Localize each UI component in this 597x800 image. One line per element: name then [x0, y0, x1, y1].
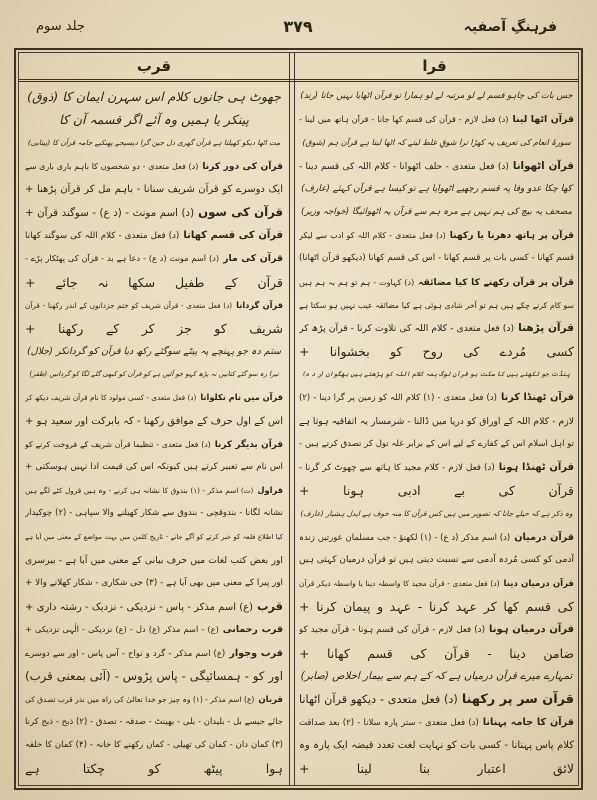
verse-line: [25, 363, 283, 386]
headword: قرآن گردانا: [236, 299, 283, 310]
entry-line: [25, 410, 283, 433]
verse-text: جس بات کی چاہو قسم لے لو مرتبہ لے لو ہمارا تو قرآن اٹھایا نہیں جاتا (رند): [300, 91, 573, 101]
headword: قرآن پر ہاتھ دھرنا یا رکھنا: [449, 231, 574, 242]
verse-text: تمہارے میرے قرآن درمیاں ہے کہ کے ہم سے بیمار اخلاص (صابر): [300, 669, 573, 682]
entry-line: [299, 386, 574, 409]
headword: قرب رحمانی: [222, 624, 283, 636]
entry-line: [25, 688, 283, 711]
entry-line: [25, 294, 283, 317]
definition-text: سو کام کرنے چکے ہیں ہم تو آخر شادی ہوئی ہے کیا مضائقہ عیب نہیں ہو سکتا ہے: [299, 300, 574, 310]
page-number: ۳۷۹: [283, 17, 313, 36]
entry-line: [299, 618, 574, 641]
definition-text: کی قسم کھا کر عہد کرنا - عہد و پیمان کرنا +: [299, 599, 574, 615]
entry-line: [25, 224, 283, 247]
entry-line: [299, 155, 574, 178]
definition-text: لازم - کلام اللہ کے اوراق کو دریا میں ڈالنا - شرمسار یہ اتفاقیہ ہوتا ہے: [299, 415, 574, 427]
definition-text: کیا اطلاع قلعہ کو خبر کرتے کو آگے جانے - تاریخ کلمن میں بہت مواضع کے معنی میں آیا ہے: [25, 532, 283, 541]
verse-text: مصحف یہ بیچ کی ہم نہیں ہے مرہ ہم سے قرآن یہ اٹھوائیگا (خواجہ وزیر): [300, 206, 573, 217]
verse-text: تیرا رہ سو گئے کتابیں نہ پڑھ کہو جو آئیں ہے کو قرآن کو کبھی گلے لگا کو گردانیں (ظفر): [29, 370, 279, 379]
definition-text: جائے جیسے بل - بلیدان - بلی - بھینٹ - صدقہ - تصدق - (۲) ذبح - ذبح کرنا: [25, 717, 283, 728]
verse-line: [299, 363, 574, 386]
headword: قرآن درمیان دینا: [503, 578, 574, 589]
entry-line: [299, 271, 574, 294]
definition-text: اس نام سے تعبیر کرتے ہیں کیونکہ اس کی قیمت ادا نہیں ہوسکتی +: [25, 462, 283, 472]
entry-line: [25, 271, 283, 294]
headword: قرآن کی قسم کھانا: [183, 230, 283, 242]
headword: قرآن پڑھنا: [518, 321, 574, 334]
headword: قرآن کا جامہ پہنانا: [482, 717, 574, 729]
entry-line: [25, 734, 283, 757]
definition-text: ضامن دینا - قرآن کی قسم کھانا +: [299, 645, 574, 661]
definition-text: (د) فعل متعدی - حلف اٹھوانا - کلام اللہ کی قسم دینا -: [299, 161, 509, 172]
entry-line: [25, 479, 283, 502]
entry-line: [25, 757, 283, 780]
entry-line: [25, 665, 283, 688]
definition-text: (د) فعل متعدی - کلام اللہ کی سوگند کھانا: [25, 231, 180, 242]
verse-line: [299, 178, 574, 201]
definition-text: ہوا پیٹھ کو چکتا ہے: [25, 761, 283, 777]
entry-line: [299, 757, 574, 780]
verse-text: کھا چکا عدو وفا پہ قسم رچھپے اٹھوایا ہے تو کیسا ہے قرآن کہئے (عارف): [301, 183, 572, 194]
definition-text: (د) فعل متعدی - (۱) کلام اللہ کو زمین پر گرا دینا - (۲): [299, 393, 497, 404]
verse-text: پینکر یا ہمیں وہ آئے اگر قسمہ آن کا: [59, 112, 249, 128]
verse-line: [25, 340, 283, 363]
headword: قرآن بدیگر کرنا: [214, 439, 283, 450]
entry-line: [25, 642, 283, 665]
definition-text: قسم کھانا - کسی بات پر قسم کھانا - اس کی قسم کھانا (دیکھو قرآن اٹھانا): [299, 253, 574, 264]
frame-inner-rule: [18, 52, 579, 786]
definition-text: تو اہل اسلام اس کے کفارے کے لیے اس کے برابر غلہ تول کر تصدق کرتے ہیں -: [299, 438, 574, 449]
entry-line: [25, 526, 283, 549]
definition-text: کلام پاس پہنانا - کسی بات کو نہایت لغت تعدد قبضہ ایک پارہ وہ: [299, 740, 574, 752]
headword: قراول: [257, 485, 283, 496]
headword: قرآن اٹھا لینا: [512, 114, 574, 126]
entry-line: [299, 479, 574, 502]
entry-line: [25, 247, 283, 270]
entry-line: [299, 549, 574, 572]
entry-line: [25, 549, 283, 572]
definition-text: اور پیرا کے معنی میں بھی آیا ہے - (۳) جی شکاری - شکار کھلانے والا +: [25, 577, 283, 588]
definition-text: (د) فعل متعدی - ستر پارہ سلانا - (۲) بعد صداقت: [299, 718, 479, 729]
headword: قرآن کی دور کرنا: [202, 161, 283, 172]
definition-text: شریف کو جز کر کے رکھنا +: [25, 320, 283, 336]
definition-text: (د) کہاوت - ہم تو ہم بہ ہم ہیں: [299, 277, 415, 287]
definition-text: (۳) کمان دان - کمان کی تھیلی - کمان رکھنے کا خانہ - (۴) کمان کا خلقہ: [25, 740, 283, 751]
headword: قرآن میں نام نکلوانا: [200, 392, 283, 403]
entry-line: [25, 155, 283, 178]
headword: قرآن ٹھنڈا ہونا: [498, 462, 574, 473]
entry-line: [25, 386, 283, 409]
entry-line: [25, 317, 283, 340]
entry-line: [299, 595, 574, 618]
headword: قرآن ٹھنڈا کرنا: [500, 392, 574, 404]
left-column: [25, 85, 283, 781]
headword: قرآن کی مار: [223, 253, 283, 265]
verse-line: [299, 131, 574, 154]
entry-line: [25, 572, 283, 595]
right-column-heading: قرا: [422, 57, 447, 75]
verse-text: ستم دہ جو پہنچے پہ پیٹے سوگئے رکھ دیا قرآن کو گردانکر (جلال): [26, 346, 282, 358]
definition-text: کسی مُردے کی روح کو بخشوانا +: [299, 344, 574, 360]
entry-line: [299, 317, 574, 340]
entry-line: [299, 642, 574, 665]
headword: قرآن پر قرآن رکھنے کا کیا مضائقہ: [418, 277, 574, 288]
entry-line: [25, 595, 283, 618]
definition-text: ایک دوسرے کو قرآن شریف سنانا - باہم مل کر قرآن پڑھنا +: [25, 183, 283, 195]
definition-text: (د) فعل متعدی - دو شخصوں کا باہم باری باری سے: [25, 161, 199, 171]
entry-line: [299, 247, 574, 270]
definition-text: نشانہ لگانا - بندوقچی - بندوق سے شکار کھیلنے والا سپاہی - (۲) چوکیدار: [25, 508, 283, 519]
entry-line: [299, 224, 574, 247]
verse-text: جھوٹ ہی جانوں کلام اس سہرن ایمان کا (ذوق): [27, 89, 281, 104]
definition-text: (د) فعل لازم - کلام مجید کا ہاتھ سے چھوٹ کر گرنا -: [299, 463, 495, 473]
definition-text: (د) فعل متعدی - قرآن شریف کو ختم جزدانوں کے اندر رکھنا - قرآن: [25, 300, 233, 310]
definition-text: (د) فعل لازم - قرآن کی قسم کھا جانا - قرآن ہاتھ میں لینا -: [299, 114, 509, 125]
page-frame: [14, 48, 583, 790]
definition-text: (د) فعل متعدی - قرآن مجید کا واسطہ دینا یا واسطہ دیکر قرآن: [299, 578, 500, 588]
running-title: فرہنگِ آصفیہ: [463, 19, 557, 35]
definition-text: (ع) اسم مذکر - (۱) وہ چیز جو خدا تعالیٰ کی راہ میں نذر قرب تصدق کی: [25, 694, 255, 704]
verse-line: [299, 85, 574, 108]
definition-text: اور کو - ہمسائیگی - پاس پڑوس - (آئی بمعنی قرب): [25, 668, 283, 683]
headword: قرآن سر پر رکھنا: [461, 691, 574, 707]
headword: قرآن درمیان ہونا: [488, 624, 574, 636]
definition-text: (د) اسم مذکر (د ع) - (۱) لکھنؤ - جب مسلمان عورتیں زندہ: [299, 532, 511, 543]
entry-line: [25, 201, 283, 224]
column-divider: [289, 53, 295, 785]
headword: قرب: [257, 599, 283, 614]
definition-text: (د) فعل متعدی - کلام اللہ کی تلاوت کرنا - قرآن پڑھ کر: [299, 322, 515, 334]
definition-text: (د) اسم مونث (د ع) - دعا ہے بد - قرآن کی پھٹکار پڑے -: [25, 253, 220, 264]
verse-line: [25, 131, 283, 154]
headword: قرب وجوار: [229, 647, 283, 659]
entry-line: [299, 108, 574, 131]
headword: قربان: [258, 694, 283, 705]
entry-line: [299, 294, 574, 317]
entry-line: [25, 502, 283, 525]
definition-text: لائق اعتبار بنا لینا +: [299, 761, 574, 777]
definition-text: (د) فعل متعدی - تنظیما قرآن شریف کے فروخت کرنے کو: [25, 439, 211, 449]
verse-line: [25, 108, 283, 131]
entry-line: [25, 711, 283, 734]
verse-line: [299, 201, 574, 224]
entry-line: [25, 178, 283, 201]
verse-text: مت اٹھا دیکو کھیلتا ہے قرآن گھری دل جین گرا دیسیجے پھنکیے جامہ قرآن کا (بیتابی): [27, 138, 281, 148]
left-column-heading: قرب: [136, 57, 172, 75]
verse-text: وہ ذکر ہے کہ حیلے جانا کہ تصویر میں ہیں کس قرآن کا منہ خوف ہے ایدل ہشیار (عارف): [300, 509, 573, 519]
entry-line: [299, 734, 574, 757]
volume-label: جلد سوم: [36, 19, 85, 34]
right-column: [299, 85, 574, 781]
definition-text: (ع) اسم مذکر - گرد و نواح - آس پاس - اور سے دوسرے: [25, 648, 226, 659]
verse-text: سورۂ انعام کی تعریف پہ کھڑا ترا شوقِ غلط لیتے کہ اٹھا لیتا ہے قرآن ہم (شوق): [302, 138, 571, 148]
entry-line: [25, 618, 283, 641]
definition-text: (ع) اسم مذکر - پاس - نزدیکی - نزدیک - رشتہ داری +: [25, 602, 253, 614]
entry-line: [299, 433, 574, 456]
headword: قرآن اٹھوانا: [512, 159, 574, 172]
definition-text: قرآن کی بے ادبی ہونا +: [299, 483, 574, 499]
definition-text: (د) فعل لازم - قرآن کی قسم ہونا - قرآن مجید کو: [299, 625, 485, 636]
entry-line: [299, 340, 574, 363]
verse-line: [299, 665, 574, 688]
entry-line: [299, 456, 574, 479]
entry-line: [299, 572, 574, 595]
entry-line: [299, 711, 574, 734]
definition-text: (د) فعل متعدی - کسی مولود کا نام قرآن شریف دیکھ کر: [25, 393, 197, 403]
verse-line: [25, 85, 283, 108]
definition-text: (د) فعل متعدی - دیکھو قرآن اٹھانا: [299, 692, 458, 706]
entry-line: [25, 456, 283, 479]
headword: قرآن درمیان: [514, 531, 574, 543]
definition-text: (ع) - اسم مذکر (ع) دل - (ع) نزدیکی - الٰہی نزدیکی +: [25, 624, 219, 635]
entry-line: [25, 433, 283, 456]
headword: قرآن کی سوں: [198, 204, 283, 219]
definition-text: (د) اسم مونث - (د ع) - سوگند قرآن +: [25, 206, 195, 219]
verse-text: پنڈت جو لکھتے ہیں کا سکت ہو قرآن لوگ ہمہ کلام اللہ کو پڑھتے ہیں بھگوان (ر د ہ): [303, 370, 570, 379]
definition-text: (ت) اسم مذکر - (۱) بندوق کا نشانہ ہی کرنے - وہ ہیں قرول کٹے لگے ہیں: [25, 486, 254, 496]
entry-line: [299, 526, 574, 549]
entry-line: [299, 688, 574, 711]
column-heading-bar: [19, 53, 578, 82]
definition-text: اس کے اول حرف کے موافق رکھنا - کہ بابرکت اور سعید ہو +: [25, 415, 283, 427]
definition-text: اور بعض کتب لغات میں حرف بیانی کے معنی میں آیا ہے - بیرسری: [25, 554, 283, 566]
verse-line: [299, 502, 574, 525]
entry-line: [299, 410, 574, 433]
definition-text: قرآن کے طفیل سکھا نہ جائے +: [25, 274, 283, 290]
definition-text: آدمی کو کسی مُردہ آدمی سے نسبت دیتی ہیں تو قرآن درمیان کہتی ہیں: [299, 554, 574, 565]
definition-text: (د) فعل متعدی - کلام اللہ کو ادب سے لیکر: [299, 231, 446, 241]
